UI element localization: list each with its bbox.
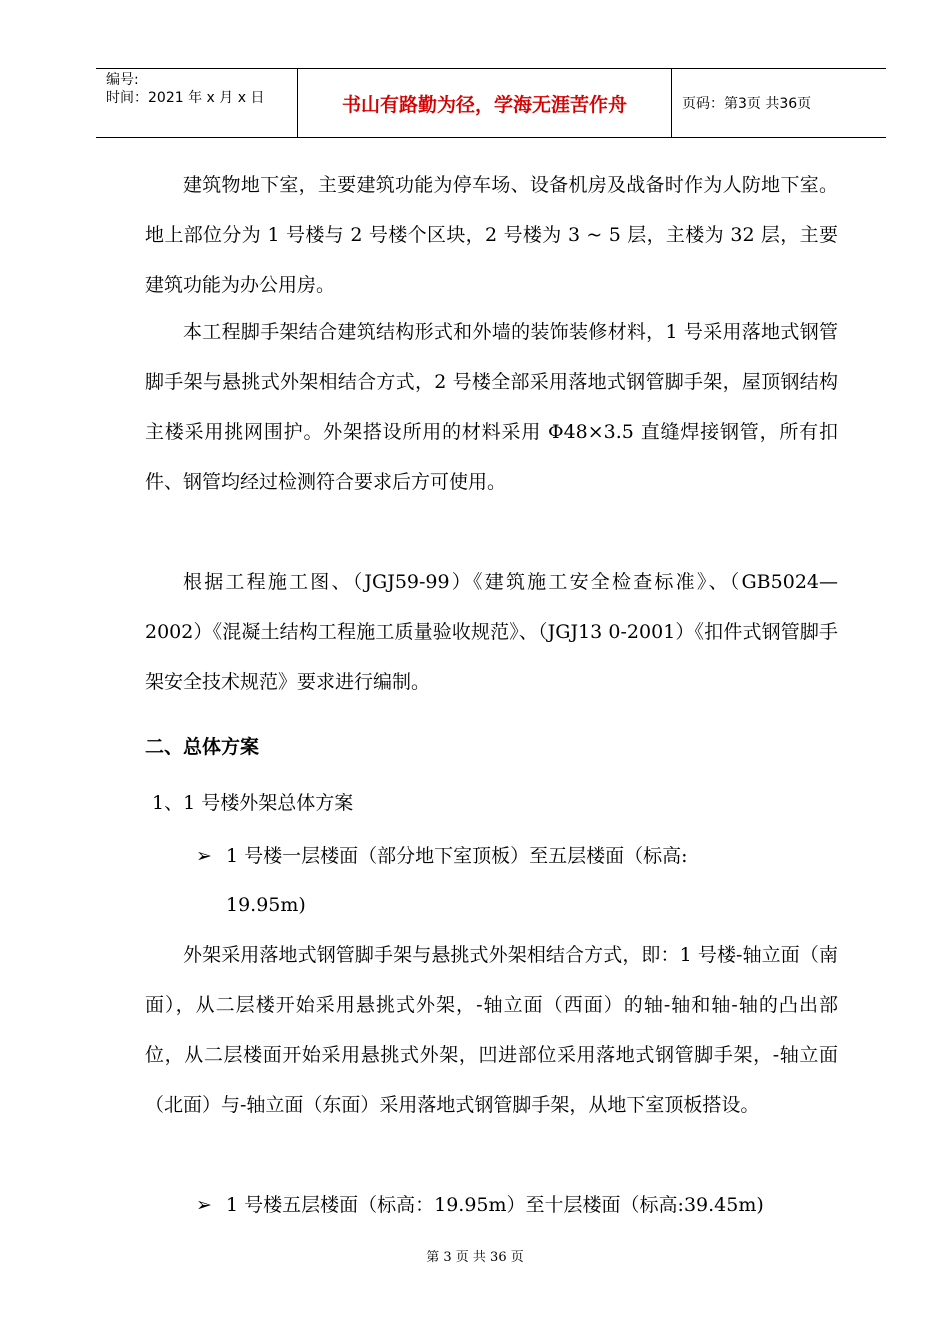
- bullet-item-continuation: 19.95m): [226, 894, 306, 916]
- arrow-bullet-icon: ➢: [196, 1194, 212, 1216]
- page-footer: 第 3 页 共 36 页: [426, 1250, 524, 1265]
- header-meta: [96, 69, 298, 137]
- subsection-building1-plan: 1、1 号楼外架总体方案: [152, 792, 354, 814]
- header-motto: 书山有路勤为径，学海无涯苦作舟: [298, 69, 672, 137]
- document-time-label: 时间：2021 年 x 月 x 日: [106, 90, 265, 106]
- bullet-text: 1 号楼五层楼面（标高：19.95m）至十层楼面（标高:39.45m): [226, 1194, 764, 1216]
- paragraph-building-overview: 建筑物地下室，主要建筑功能为停车场、设备机房及战备时作为人防地下室。地上部位分为 1 号楼与 2 号楼个区块，2 号楼为 3 ~ 5 层，主楼为 32 层，主要建筑功能为办公用房。: [145, 174, 838, 296]
- bullet-text: 1 号楼一层楼面（部分地下室顶板）至五层楼面（标高:: [226, 845, 688, 867]
- arrow-bullet-icon: ➢: [196, 845, 212, 867]
- paragraph-standards: 根据工程施工图、（JGJ59-99）《建筑施工安全检查标准》、（GB5024—2002）《混凝土结构工程施工质量验收规范》、（JGJ13 0-2001）《扣件式钢管脚手架安全技术规范》要求进行编制。: [145, 571, 838, 693]
- paragraph-scaffold-scheme: 本工程脚手架结合建筑结构形式和外墙的装饰装修材料，1 号采用落地式钢管脚手架与悬挑式外架相结合方式，2 号楼全部采用落地式钢管脚手架，屋顶钢结构主楼采用挑网围护。外架搭设所用的材料采用 Φ48×3.5 直缝焊接钢管，所有扣件、钢管均经过检测符合要求后方可使用。: [145, 321, 838, 493]
- section-heading-overall-plan: 二、总体方案: [145, 736, 260, 758]
- header-table: [96, 68, 886, 138]
- header-page-info: 页码：第3页 共36页: [682, 96, 812, 112]
- document-number-label: 编号:: [106, 72, 139, 88]
- paragraph-scaffold-arrangement: 外架采用落地式钢管脚手架与悬挑式外架相结合方式，即：1 号楼-轴立面（南面），从二层楼开始采用悬挑式外架，-轴立面（西面）的轴-轴和轴-轴的凸出部位，从二层楼面开始采用悬挑式外架，凹进部位采用落地式钢管脚手架，-轴立面（北面）与-轴立面（东面）采用落地式钢管脚手架，从地下室顶板搭设。: [145, 944, 838, 1116]
- bullet-item-floors-5-10: [196, 1180, 764, 1230]
- bullet-item-floors-1-5: [196, 831, 688, 881]
